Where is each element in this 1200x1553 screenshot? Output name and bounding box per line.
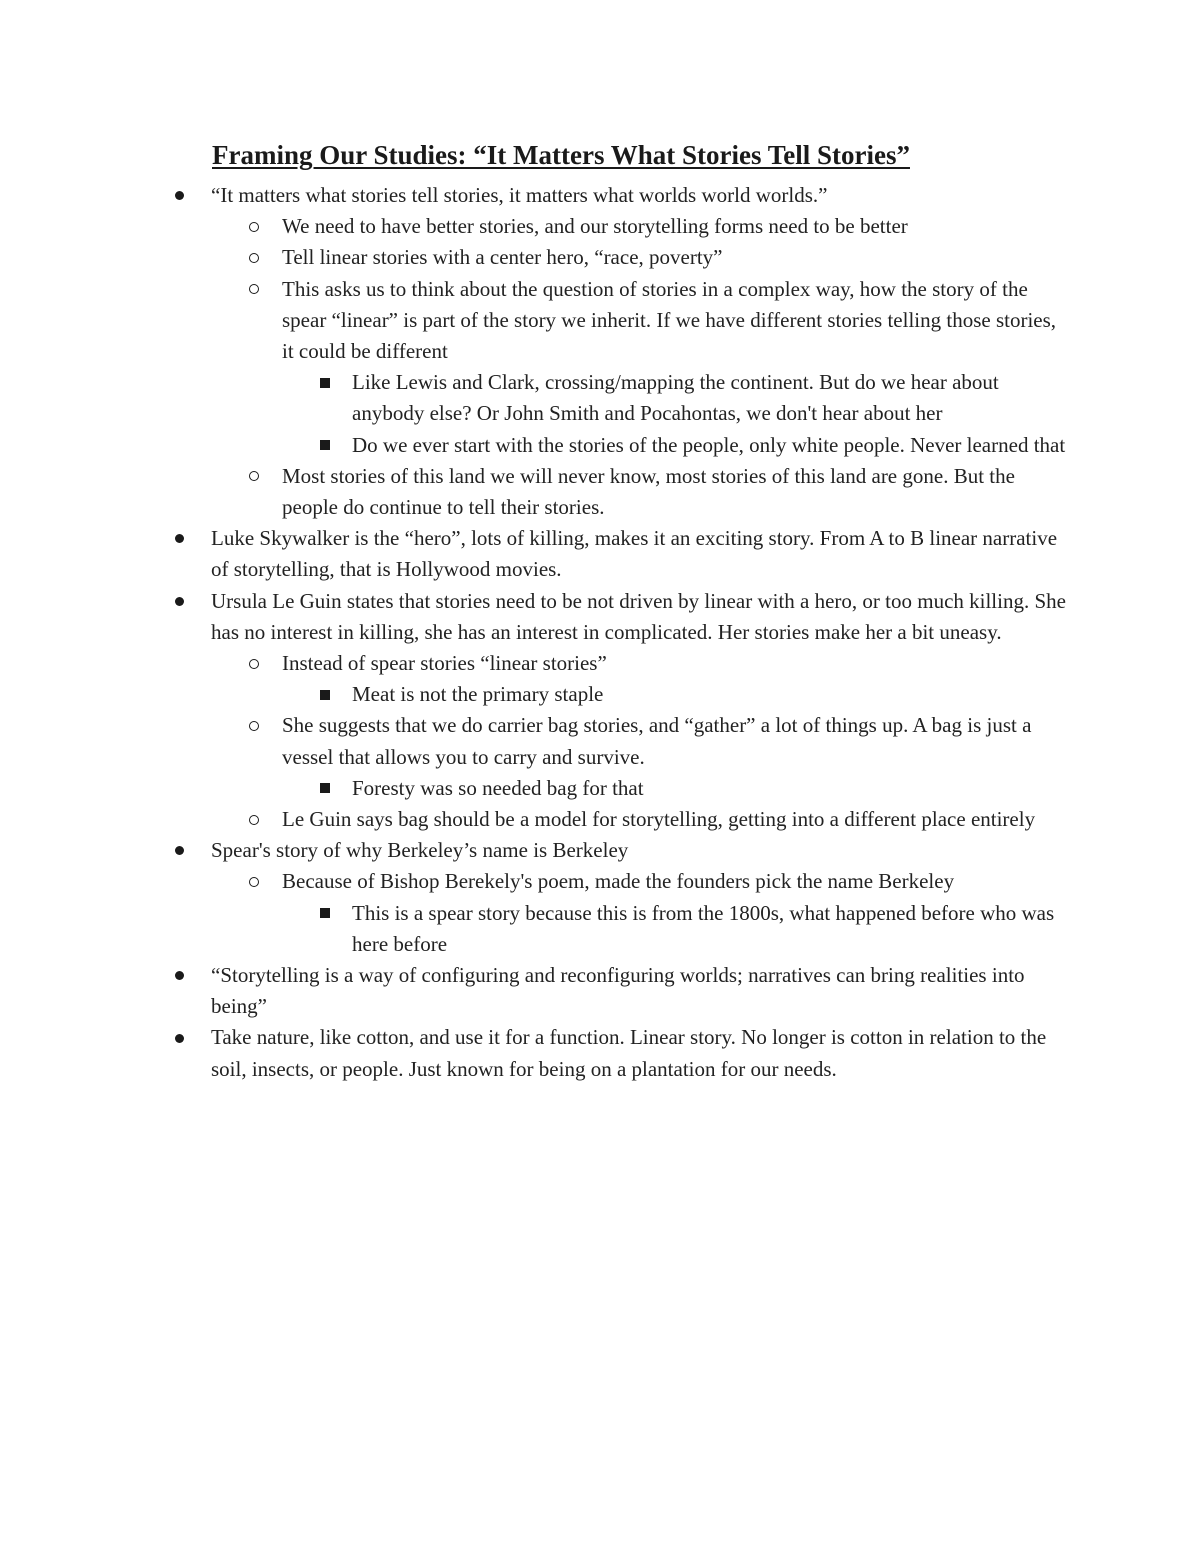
list-item: [352, 773, 1072, 804]
bullet-disc-icon: [175, 180, 184, 211]
bullet-disc-icon: [175, 1022, 184, 1053]
list-item: [282, 648, 1072, 679]
bullet-square-icon: [320, 898, 330, 929]
list-item: [282, 710, 1072, 772]
list-item: [282, 461, 1072, 523]
bullet-circle-icon: [249, 648, 259, 679]
list-item: [211, 960, 1073, 1022]
list-item-text: “Storytelling is a way of configuring and reconfiguring worlds; narratives can bring realities into being”: [211, 963, 1025, 1019]
list-item-text: This is a spear story because this is from the 1800s, what happened before who was here before: [352, 900, 1055, 956]
bullet-circle-icon: [249, 274, 259, 305]
list-item-text: Most stories of this land we will never know, most stories of this land are gone. But the people do continue to tell their stories.: [282, 463, 1015, 520]
bullet-disc-icon: [175, 960, 184, 991]
list-item-text: “It matters what stories tell stories, it matters what worlds world worlds.”: [211, 183, 828, 207]
bullet-disc-icon: [175, 523, 184, 554]
list-item-text: Meat is not the primary staple: [352, 682, 604, 707]
list-item: [211, 586, 1073, 648]
list-item-text: Like Lewis and Clark, crossing/mapping the continent. But do we hear about anybody else? Or John Smith and Pocahontas, we don't hear about her: [352, 370, 999, 426]
bullet-square-icon: [320, 773, 330, 804]
list-item: [352, 679, 1072, 710]
list-item-text: Spear's story of why Berkeley’s name is Berkeley: [211, 838, 629, 863]
bullet-circle-icon: [249, 866, 259, 897]
list-item-text: Because of Bishop Berekely's poem, made the founders pick the name Berkeley: [282, 869, 955, 894]
list-item: [352, 898, 1072, 960]
list-item: [282, 274, 1072, 368]
bullet-circle-icon: [249, 211, 259, 242]
list-item-text: Tell linear stories with a center hero, “race, poverty”: [282, 245, 723, 270]
list-item: [282, 211, 1072, 242]
list-item-text: Foresty was so needed bag for that: [352, 775, 644, 800]
bullet-square-icon: [320, 367, 330, 398]
list-item-text: We need to have better stories, and our storytelling forms need to be better: [282, 214, 908, 239]
list-item-text: Le Guin says bag should be a model for storytelling, getting into a different place entirely: [282, 807, 1036, 832]
bullet-square-icon: [320, 430, 330, 461]
list-item: [211, 523, 1073, 585]
list-item-text: She suggests that we do carrier bag stories, and “gather” a lot of things up. A bag is just a vessel that allows you to carry and survive.: [282, 713, 1032, 769]
list-item-text: Take nature, like cotton, and use it for a function. Linear story. No longer is cotton in relation to the soil, insects, or people. Just known for being on a plantation for our needs.: [211, 1025, 1047, 1081]
notes-list: [0, 180, 1200, 1085]
list-item: [211, 1022, 1073, 1084]
list-item: [282, 242, 1072, 273]
bullet-circle-icon: [249, 461, 259, 492]
bullet-circle-icon: [249, 242, 259, 273]
bullet-circle-icon: [249, 710, 259, 741]
list-item-text: Luke Skywalker is the “hero”, lots of killing, makes it an exciting story. From A to B linear narrative of storytelling, that is Hollywood movies.: [211, 526, 1058, 582]
list-item: [352, 367, 1072, 429]
list-item-text: Ursula Le Guin states that stories need to be not driven by linear with a hero, or too much killing. She has no interest in killing, she has an interest in complicated. Her stories make her a bit uneasy.: [211, 588, 1066, 644]
list-item-text: Do we ever start with the stories of the people, only white people. Never learned that: [352, 432, 1066, 457]
list-item: [282, 804, 1072, 835]
list-item: [211, 835, 1073, 866]
page-title: Framing Our Studies: “It Matters What Stories Tell Stories”: [212, 140, 910, 170]
list-item: [352, 430, 1072, 461]
bullet-square-icon: [320, 679, 330, 710]
list-item: [282, 866, 1072, 897]
bullet-disc-icon: [175, 835, 184, 866]
bullet-circle-icon: [249, 804, 259, 835]
list-item-text: Instead of spear stories “linear stories”: [282, 651, 607, 676]
bullet-disc-icon: [175, 586, 184, 617]
list-item-text: This asks us to think about the question of stories in a complex way, how the story of the spear “linear” is part of the story we inherit. If we have different stories telling those stories, it could be different: [282, 276, 1057, 364]
list-item: [211, 180, 1073, 211]
